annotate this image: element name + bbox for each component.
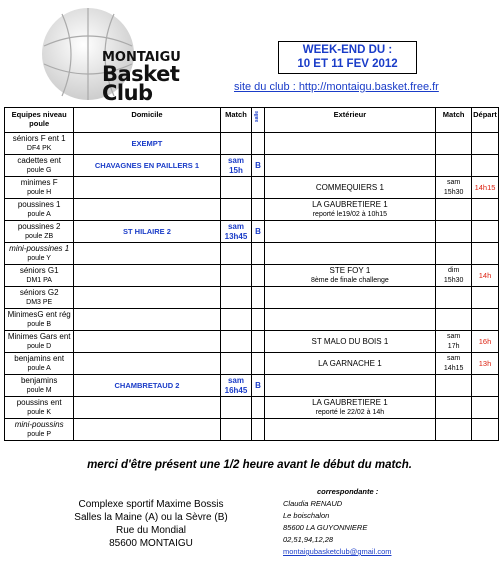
home-match-time [220,287,252,309]
correspondent-block [283,486,392,558]
home-time: 15h [229,165,243,175]
home-match-time [220,353,252,375]
team-pool: poule A [27,364,51,372]
away-match-time [436,353,472,375]
home-match-time [220,177,252,199]
hall-cell [252,309,264,331]
away-match-time [436,243,472,265]
away-name: LA GARNACHE 1 [318,358,382,368]
team-pool: poule H [27,188,52,196]
away-opponent [264,375,436,397]
away-match-time [436,309,472,331]
hall-cell [252,177,264,199]
home-match-time [220,155,252,177]
team-name: mini-poussins [14,420,64,429]
away-opponent [264,243,436,265]
header-hall-label: salle [254,110,261,123]
departure-time: 14h15 [472,177,499,199]
home-match-time [220,243,252,265]
home-match-time [220,375,252,397]
away-match-time [436,419,472,441]
away-day: dim [448,267,460,274]
venue-address [66,498,236,550]
team-cell [5,177,74,199]
team-cell [5,375,74,397]
home-match-time [220,309,252,331]
team-name: MinimesG ent rég [7,310,71,319]
home-opponent: EXEMPT [74,133,220,155]
home-opponent: ST HILAIRE 2 [74,221,220,243]
home-opponent [74,243,220,265]
hall-cell: B [252,221,264,243]
table-row [5,243,499,265]
team-name: benjamins [20,376,58,385]
table-row [5,133,499,155]
team-cell [5,221,74,243]
club-site-link[interactable]: site du club : http://montaigu.basket.free.fr [234,81,439,93]
table-row [5,155,499,177]
home-match-time [220,265,252,287]
away-match-time [436,221,472,243]
team-pool: DM3 PE [26,298,53,306]
team-cell [5,265,74,287]
away-time: 15h30 [443,276,464,284]
away-name: LA GAUBRETIERE 1 [312,398,388,407]
hall-cell [252,397,264,419]
header-away-match: Match [436,108,472,133]
team-name: séniors G2 [19,288,59,297]
departure-time [472,155,499,177]
team-name: poussins ent [16,398,62,407]
team-cell [5,287,74,309]
hall-cell [252,199,264,221]
team-cell [5,331,74,353]
team-name: minimes F [20,178,58,187]
weekend-label: WEEK-END DU : [302,44,393,56]
home-opponent [74,309,220,331]
away-day: sam [447,179,461,186]
team-name: séniors F ent 1 [12,134,66,143]
away-opponent [264,287,436,309]
away-match-time [436,265,472,287]
home-opponent: CHAMBRETAUD 2 [74,375,220,397]
weekend-dates: 10 ET 11 FEV 2012 [297,58,398,70]
weekend-date-box [278,41,417,74]
correspondent-line: 85600 LA GUYONNIERE [283,523,368,532]
table-row [5,177,499,199]
team-pool: poule A [27,210,51,218]
team-cell [5,155,74,177]
home-time: 13h45 [224,231,248,241]
team-name: poussines 2 [17,222,61,231]
header-hall [252,108,264,133]
header-home: Domicile [74,108,220,133]
team-name: poussines 1 [17,200,61,209]
home-opponent: CHAVAGNES EN PAILLERS 1 [74,155,220,177]
team-name: benjamins ent [14,354,65,363]
hall-cell [252,287,264,309]
team-cell [5,309,74,331]
correspondent-line: 02,51,94,12,28 [283,535,334,544]
away-opponent [264,265,436,287]
team-cell [5,133,74,155]
logo-text-basket: Basket [102,62,180,86]
away-day: sam [447,333,461,340]
correspondent-label: correspondante : [317,487,379,496]
venue-line: Salles la Maine (A) ou la Sèvre (B) [74,512,228,523]
away-time: 15h30 [443,188,464,196]
away-opponent [264,199,436,221]
away-opponent [264,397,436,419]
team-pool: poule G [26,166,52,174]
table-row [5,375,499,397]
away-opponent [264,221,436,243]
table-row [5,419,499,441]
home-opponent [74,419,220,441]
team-name: cadettes ent [17,156,61,165]
home-opponent [74,265,220,287]
home-match-time [220,397,252,419]
away-match-time [436,331,472,353]
arrival-notice: merci d'être présent une 1/2 heure avant le début du match. [87,459,412,471]
header-away: Extérieur [264,108,436,133]
logo-text-club: Club [102,81,153,105]
departure-time: 16h [472,331,499,353]
team-pool: poule M [26,386,52,394]
team-pool: poule ZB [25,232,54,240]
header-home-match: Match [220,108,252,133]
home-opponent [74,287,220,309]
away-opponent [264,309,436,331]
hall-cell: B [252,375,264,397]
correspondent-line: Le boischalon [283,511,330,520]
away-name: STE FOY 1 [329,266,371,275]
venue-line: Rue du Mondial [115,525,187,536]
away-match-time [436,287,472,309]
table-row [5,287,499,309]
header-departure: Départ [472,108,499,133]
away-name: COMMEQUIERS 1 [315,182,384,192]
correspondent-email-link[interactable]: montaigubasketclub@gmail.com [283,547,392,556]
team-pool: poule B [27,320,52,328]
home-day: sam [227,156,244,165]
away-match-time [436,133,472,155]
away-opponent [264,177,436,199]
team-cell [5,397,74,419]
hall-cell [252,243,264,265]
away-match-time [436,199,472,221]
venue-line: 85600 MONTAIGU [109,538,193,549]
home-opponent [74,353,220,375]
team-pool: poule P [27,430,52,438]
team-pool: DM1 PA [26,276,52,284]
away-note: 8ème de finale challenge [310,276,389,284]
away-opponent [264,353,436,375]
departure-time: 13h [472,353,499,375]
correspondent-line: Claudia RENAUD [283,499,343,508]
home-time: 16h45 [224,385,248,395]
venue-line: Complexe sportif Maxime Bossis [78,499,224,510]
team-name: séniors G1 [19,266,59,275]
team-cell [5,199,74,221]
team-name: mini-poussines 1 [9,244,70,253]
away-opponent [264,155,436,177]
departure-time [472,133,499,155]
home-match-time [220,133,252,155]
home-opponent [74,177,220,199]
away-name: ST MALO DU BOIS 1 [311,336,389,346]
departure-time [472,419,499,441]
away-note: reporté le 22/02 à 14h [315,408,385,416]
home-day: sam [227,222,244,231]
hall-cell: B [252,155,264,177]
team-cell [5,243,74,265]
table-row [5,265,499,287]
departure-time [472,287,499,309]
table-row [5,309,499,331]
hall-cell [252,133,264,155]
home-match-time [220,221,252,243]
away-name: LA GAUBRETIERE 1 [312,200,388,209]
away-day: sam [447,355,461,362]
away-match-time [436,397,472,419]
team-pool: poule K [27,408,52,416]
away-opponent [264,331,436,353]
table-header-row [5,108,499,133]
match-schedule-table [4,107,499,441]
team-pool: poule D [27,342,52,350]
away-match-time [436,155,472,177]
table-row [5,353,499,375]
hall-cell [252,331,264,353]
hall-cell [252,265,264,287]
departure-time [472,309,499,331]
home-match-time [220,419,252,441]
departure-time [472,375,499,397]
logo-text-montaigu: MONTAIGU [102,50,181,65]
away-opponent [264,133,436,155]
home-day: sam [227,376,244,385]
home-opponent [74,331,220,353]
away-opponent [264,419,436,441]
team-pool: DF4 PK [26,144,52,152]
away-time: 14h15 [443,364,464,372]
away-match-time [436,375,472,397]
table-row [5,331,499,353]
home-opponent [74,397,220,419]
home-opponent [74,199,220,221]
team-pool: poule Y [27,254,51,262]
hall-cell [252,419,264,441]
team-cell [5,419,74,441]
departure-time [472,221,499,243]
header-teams: Equipes niveau poule [5,108,74,133]
away-match-time [436,177,472,199]
team-cell [5,353,74,375]
table-row [5,397,499,419]
table-row [5,199,499,221]
team-name: Minimes Gars ent [7,332,71,341]
departure-time [472,199,499,221]
away-note: reporté le19/02 à 10h15 [312,210,388,218]
table-row [5,221,499,243]
away-time: 17h [447,342,460,350]
home-match-time [220,331,252,353]
club-logo [32,6,192,104]
home-match-time [220,199,252,221]
hall-cell [252,353,264,375]
departure-time [472,397,499,419]
departure-time: 14h [472,265,499,287]
departure-time [472,243,499,265]
